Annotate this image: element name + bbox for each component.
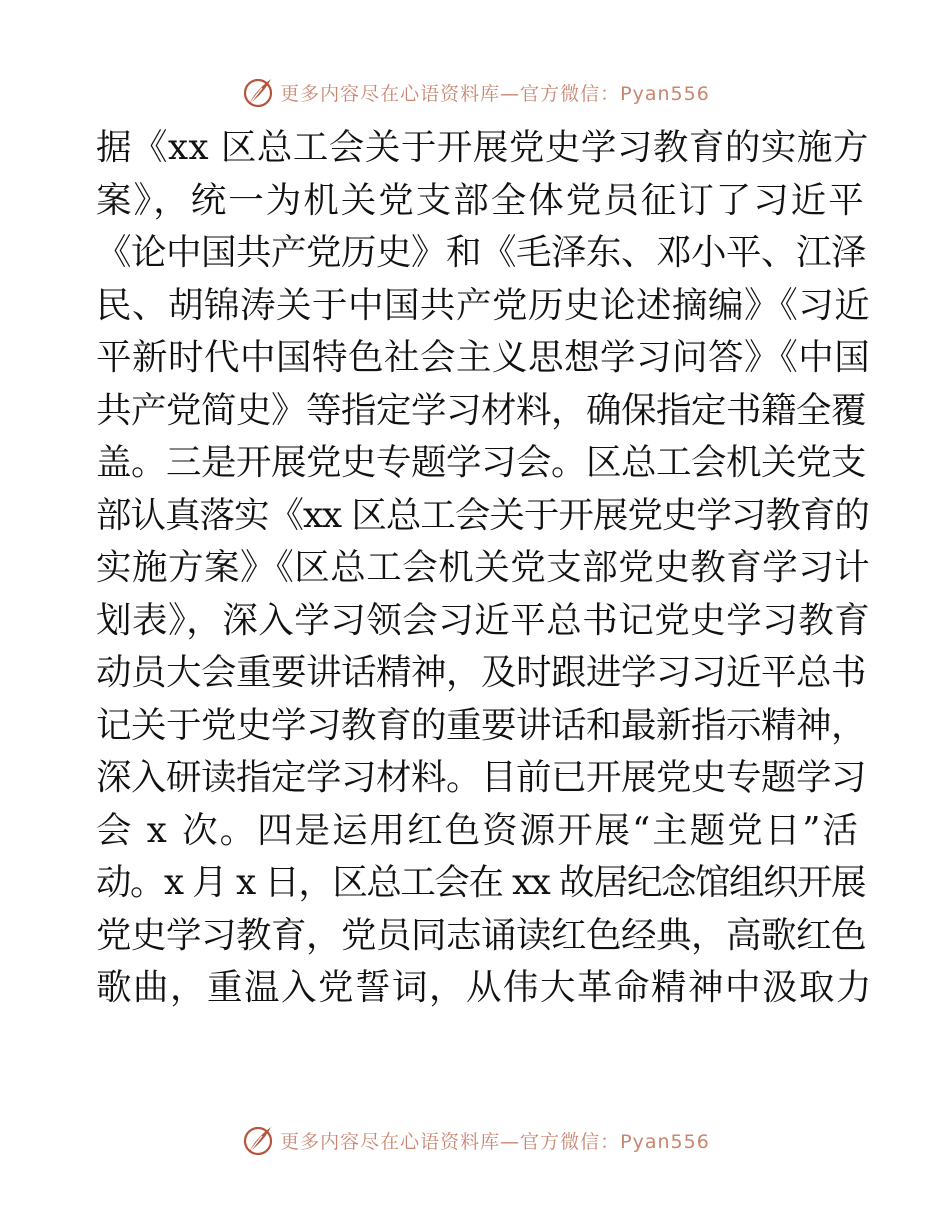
text-line: 据《xx 区总工会关于开展党史学习教育的实施方 [96, 127, 869, 168]
text-line: 部认真落实《xx 区总工会关于开展党史学习教育的 [96, 494, 869, 536]
text-line: 实施方案》《区总工会机关党支部党史教育学习计 [96, 547, 871, 588]
quill-logo-icon [240, 1122, 276, 1158]
text-line: 案》，统一为机关党支部全体党员征订了习近平 [96, 179, 866, 221]
document-body [96, 122, 876, 1015]
text-line: 划表》，深入学习领会习近平总书记党史学习教育 [96, 599, 871, 641]
text-line: 民、胡锦涛关于中国共产党历史论述摘编》《习近 [96, 284, 871, 326]
footer-watermark [0, 1120, 950, 1160]
text-line: 歌曲，重温入党誓词，从伟大革命精神中汲取力 [96, 967, 874, 1008]
text-line: 深入研读指定学习材料。目前已开展党史专题学习 [96, 757, 867, 798]
text-line: 动。x 月 x 日，区总工会在 xx 故居纪念馆组织开展 [96, 862, 866, 903]
text-line: 平新时代中国特色社会主义思想学习问答》《中国 [96, 337, 871, 378]
watermark-text: 更多内容尽在心语资料库—官方微信：Pyan556 [280, 1130, 710, 1153]
text-line: 共产党简史》等指定学习材料，确保指定书籍全覆 [96, 389, 867, 431]
text-line: 《论中国共产党历史》和《毛泽东、邓小平、江泽 [96, 232, 867, 273]
text-line: 盖。三是开展党史专题学习会。区总工会机关党支 [96, 442, 867, 483]
text-line: 动员大会重要讲话精神，及时跟进学习习近平总书 [96, 652, 867, 693]
header-watermark [0, 72, 950, 112]
watermark-text: 更多内容尽在心语资料库—官方微信：Pyan556 [280, 82, 710, 105]
quill-logo-icon [240, 74, 276, 110]
text-line: 会 x 次。四是运用红色资源开展“主题党日”活 [96, 809, 860, 851]
text-line: 记关于党史学习教育的重要讲话和最新指示精神， [96, 704, 867, 746]
text-line: 党史学习教育，党员同志诵读红色经典，高歌红色 [96, 914, 867, 956]
